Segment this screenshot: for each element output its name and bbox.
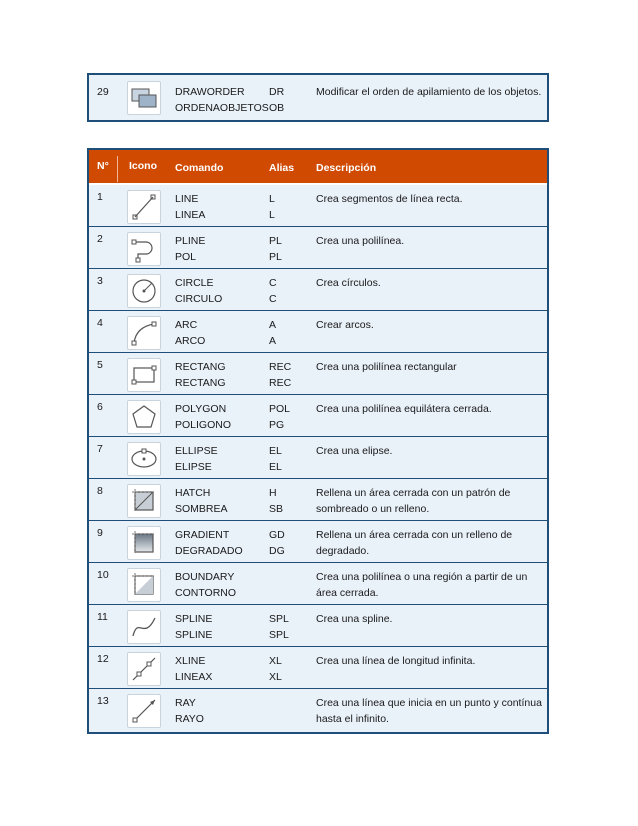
- alias: SPL: [269, 613, 289, 625]
- table-row: [89, 269, 547, 311]
- row-number: 13: [97, 695, 109, 707]
- row-number: 1: [97, 191, 103, 203]
- command-name: ELLIPSE: [175, 445, 218, 457]
- row-number: 10: [97, 569, 109, 581]
- table-row: [89, 605, 547, 647]
- polyline-icon: [127, 232, 161, 266]
- alias-es: PG: [269, 419, 285, 431]
- description: Crea una polilínea o una región a partir de un área cerrada.: [316, 571, 528, 599]
- row-number: 11: [97, 611, 108, 623]
- alias-es: PL: [269, 251, 282, 263]
- description: Crea una elipse.: [316, 445, 393, 457]
- description: Crea segmentos de línea recta.: [316, 193, 463, 205]
- draworder-table: [87, 73, 549, 122]
- row-number: 9: [97, 527, 103, 539]
- alias: H: [269, 487, 277, 499]
- command-name: SPLINE: [175, 613, 213, 625]
- description: Crea una polilínea rectangular: [316, 361, 457, 373]
- spline-icon: [127, 610, 161, 644]
- table-row: [89, 647, 547, 689]
- description: Crea una línea de longitud infinita.: [316, 655, 476, 667]
- description: Crea círculos.: [316, 277, 381, 289]
- table-row: [89, 227, 547, 269]
- table-row: [89, 479, 547, 521]
- table-row: [89, 75, 547, 120]
- command-name: DRAWORDER: [175, 86, 245, 98]
- alias-es: REC: [269, 377, 292, 389]
- alias-es: EL: [269, 461, 282, 473]
- row-number: 6: [97, 401, 103, 413]
- boundary-icon: [127, 568, 161, 602]
- alias: A: [269, 319, 277, 331]
- table-row: [89, 563, 547, 605]
- command-name-es: RAYO: [175, 713, 204, 725]
- alias: GD: [269, 529, 285, 541]
- alias-es: C: [269, 293, 277, 305]
- row-number: 29: [97, 86, 109, 98]
- command-name-es: LINEA: [175, 209, 206, 221]
- header-number: N°: [97, 160, 109, 172]
- alias: L: [269, 193, 275, 205]
- table-row: [89, 353, 547, 395]
- table-row: [89, 437, 547, 479]
- ellipse-icon: [127, 442, 161, 476]
- table-row: [89, 689, 547, 731]
- command-name: HATCH: [175, 487, 211, 499]
- command-name-es: SOMBREA: [175, 503, 228, 515]
- table-row: [89, 311, 547, 353]
- description: Crea una spline.: [316, 613, 393, 625]
- row-number: 12: [97, 653, 109, 665]
- ray-icon: [127, 694, 161, 728]
- command-name: CIRCLE: [175, 277, 214, 289]
- row-number: 8: [97, 485, 103, 497]
- command-name-es: CONTORNO: [175, 587, 237, 599]
- xline-icon: [127, 652, 161, 686]
- circle-icon: [127, 274, 161, 308]
- alias: PL: [269, 235, 282, 247]
- command-name: LINE: [175, 193, 199, 205]
- alias: POL: [269, 403, 291, 415]
- rectangle-icon: [127, 358, 161, 392]
- command-name: POLYGON: [175, 403, 227, 415]
- command-name-es: RECTANG: [175, 377, 226, 389]
- description: Rellena un área cerrada con un relleno de degradado.: [316, 529, 513, 557]
- alias-es: SB: [269, 503, 284, 515]
- row-number: 2: [97, 233, 103, 245]
- command-name: GRADIENT: [175, 529, 230, 541]
- alias-es: DG: [269, 545, 285, 557]
- commands-table: [87, 148, 549, 734]
- command-name-es: POL: [175, 251, 197, 263]
- table-row: [89, 521, 547, 563]
- arc-icon: [127, 316, 161, 350]
- command-name-es: LINEAX: [175, 671, 213, 683]
- description: Crea una polilínea equilátera cerrada.: [316, 403, 492, 415]
- alias-es: SPL: [269, 629, 289, 641]
- command-name: ARC: [175, 319, 198, 331]
- gradient-icon: [127, 526, 161, 560]
- alias-es: OB: [269, 102, 285, 114]
- header-divider: [117, 156, 118, 182]
- table-header: [89, 150, 547, 185]
- alias: REC: [269, 361, 292, 373]
- header-icon: Icono: [129, 160, 157, 172]
- command-name-es: POLIGONO: [175, 419, 232, 431]
- alias: C: [269, 277, 277, 289]
- description: Crear arcos.: [316, 319, 374, 331]
- table-row: [89, 185, 547, 227]
- alias: XL: [269, 655, 282, 667]
- command-name: XLINE: [175, 655, 206, 667]
- table-row: [89, 395, 547, 437]
- table-body: [89, 185, 547, 731]
- row-number: 3: [97, 275, 103, 287]
- description: Rellena un área cerrada con un patrón de sombreado o un relleno.: [316, 487, 511, 515]
- command-name-es: ORDENAOBJETOS: [175, 102, 269, 114]
- command-name-es: DEGRADADO: [175, 545, 243, 557]
- command-name-es: ELIPSE: [175, 461, 212, 473]
- command-name-es: SPLINE: [175, 629, 213, 641]
- draworder-icon: [127, 81, 161, 115]
- command-name-es: CIRCULO: [175, 293, 223, 305]
- alias-es: L: [269, 209, 275, 221]
- alias: EL: [269, 445, 282, 457]
- alias-es: A: [269, 335, 277, 347]
- command-name: RECTANG: [175, 361, 226, 373]
- polygon-icon: [127, 400, 161, 434]
- header-description: Descripción: [316, 162, 377, 174]
- row-number: 7: [97, 443, 103, 455]
- header-alias: Alias: [269, 162, 295, 174]
- hatch-icon: [127, 484, 161, 518]
- description: Modificar el orden de apilamiento de los objetos.: [316, 86, 542, 98]
- alias-es: XL: [269, 671, 282, 683]
- command-name-es: ARCO: [175, 335, 206, 347]
- command-name: PLINE: [175, 235, 206, 247]
- command-name: BOUNDARY: [175, 571, 235, 583]
- row-number: 5: [97, 359, 103, 371]
- command-name: RAY: [175, 697, 196, 709]
- description: Crea una polilínea.: [316, 235, 405, 247]
- description: Crea una línea que inicia en un punto y contínua hasta el infinito.: [316, 697, 542, 725]
- alias: DR: [269, 86, 285, 98]
- row-number: 4: [97, 317, 103, 329]
- line-icon: [127, 190, 161, 224]
- header-command: Comando: [175, 162, 224, 174]
